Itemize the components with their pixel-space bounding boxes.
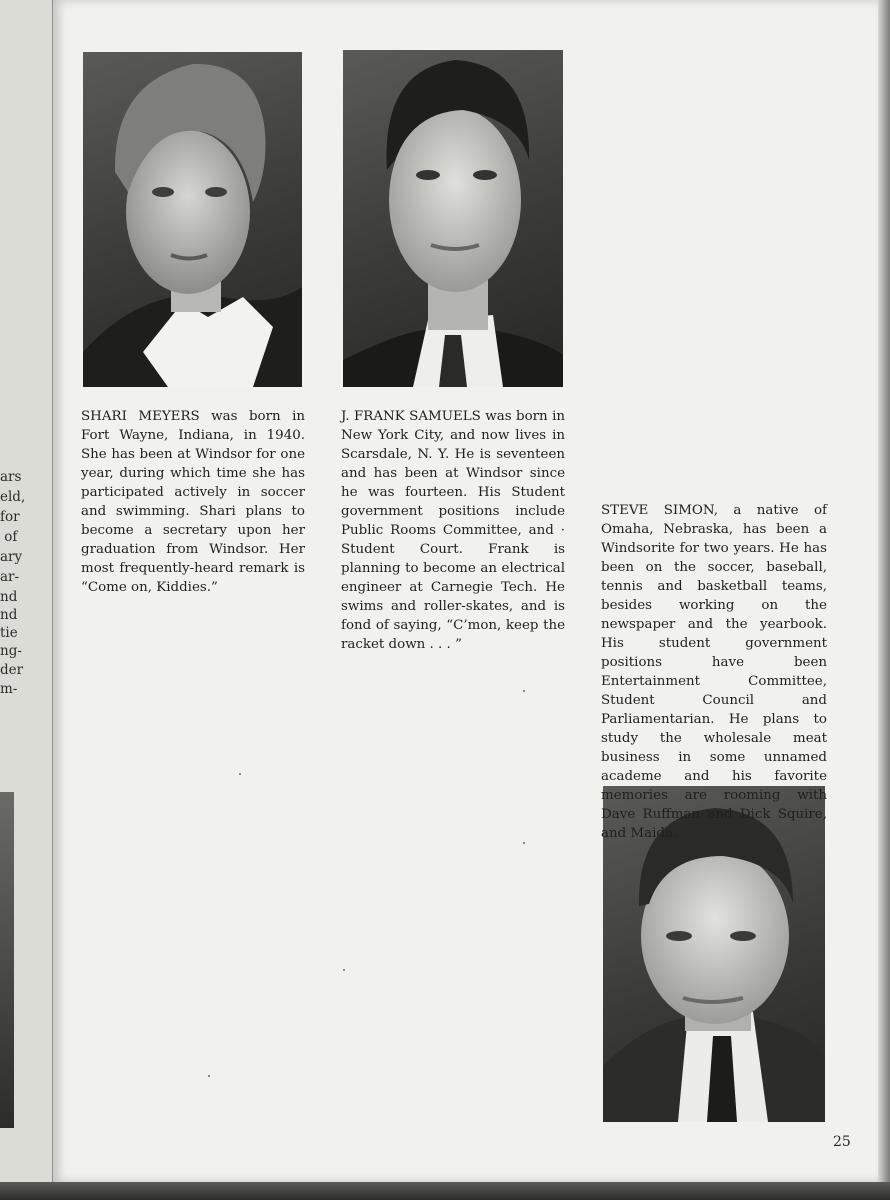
previous-page-fragment: of <box>0 529 18 545</box>
previous-page-fragment: ars <box>0 469 22 485</box>
previous-page-fragment: for <box>0 509 20 525</box>
previous-page-fragment: m- <box>0 681 18 697</box>
speck-mark <box>523 842 525 844</box>
yearbook-page <box>53 0 878 1182</box>
previous-page-fragment: nd <box>0 607 18 623</box>
portrait-shari-meyers <box>83 52 302 387</box>
previous-page-fragment: nd <box>0 589 18 605</box>
portrait-frank-samuels <box>343 50 563 387</box>
speck-mark <box>523 690 525 692</box>
bio-steve-simon: STEVE SIMON, a native of Omaha, Nebraska, has been a Windsorite for two years. He has been on the soccer, baseball, tennis and basketball teams, besides working on the newspaper and the yearbook. His student government positions have been Entertainment Committee, Student Council and Parliamentarian. He plans to study the wholesale meat business in some unnamed academe and his favorite memories are rooming with Dave Ruffman and Dick Squire, and Maida. <box>601 503 827 841</box>
bio-shari-meyers: SHARI MEYERS was born in Fort Wayne, Indiana, in 1940. She has been at Windsor for one year, during which time she has participated actively in soccer and swimming. Shari plans to become a secretary upon her graduation from Windsor. Her most frequently-heard remark is “Come on, Kiddies.” <box>81 409 305 595</box>
page-edge <box>878 0 890 1182</box>
speck-mark <box>343 969 345 971</box>
previous-page-fragment: ary <box>0 549 23 565</box>
previous-page-fragment: ng- <box>0 643 22 659</box>
book-bottom-edge <box>0 1182 890 1200</box>
page-number: 25 <box>833 1134 851 1150</box>
previous-page-fragment: ar- <box>0 569 20 585</box>
portrait-frank-samuels-graphic <box>343 50 563 387</box>
bio-frank-samuels: J. FRANK SAMUELS was born in New York City, and now lives in Scarsdale, N. Y. He is seventeen and has been at Windsor since he was fourteen. His Student government positions include Public Rooms Committee, and · Student Court. Frank is planning to become an electrical engineer at Carnegie Tech. He swims and roller-skates, and is fond of saying, “C’mon, keep the racket down . . . ” <box>341 409 565 652</box>
previous-page-photo <box>0 792 14 1128</box>
previous-page-edge <box>0 0 54 1184</box>
speck-mark <box>208 1075 210 1077</box>
previous-page-fragment: eld, <box>0 489 26 505</box>
speck-mark <box>239 773 241 775</box>
previous-page-fragment: tie <box>0 625 18 641</box>
portrait-shari-meyers-graphic <box>83 52 302 387</box>
previous-page-fragment: der <box>0 662 24 678</box>
